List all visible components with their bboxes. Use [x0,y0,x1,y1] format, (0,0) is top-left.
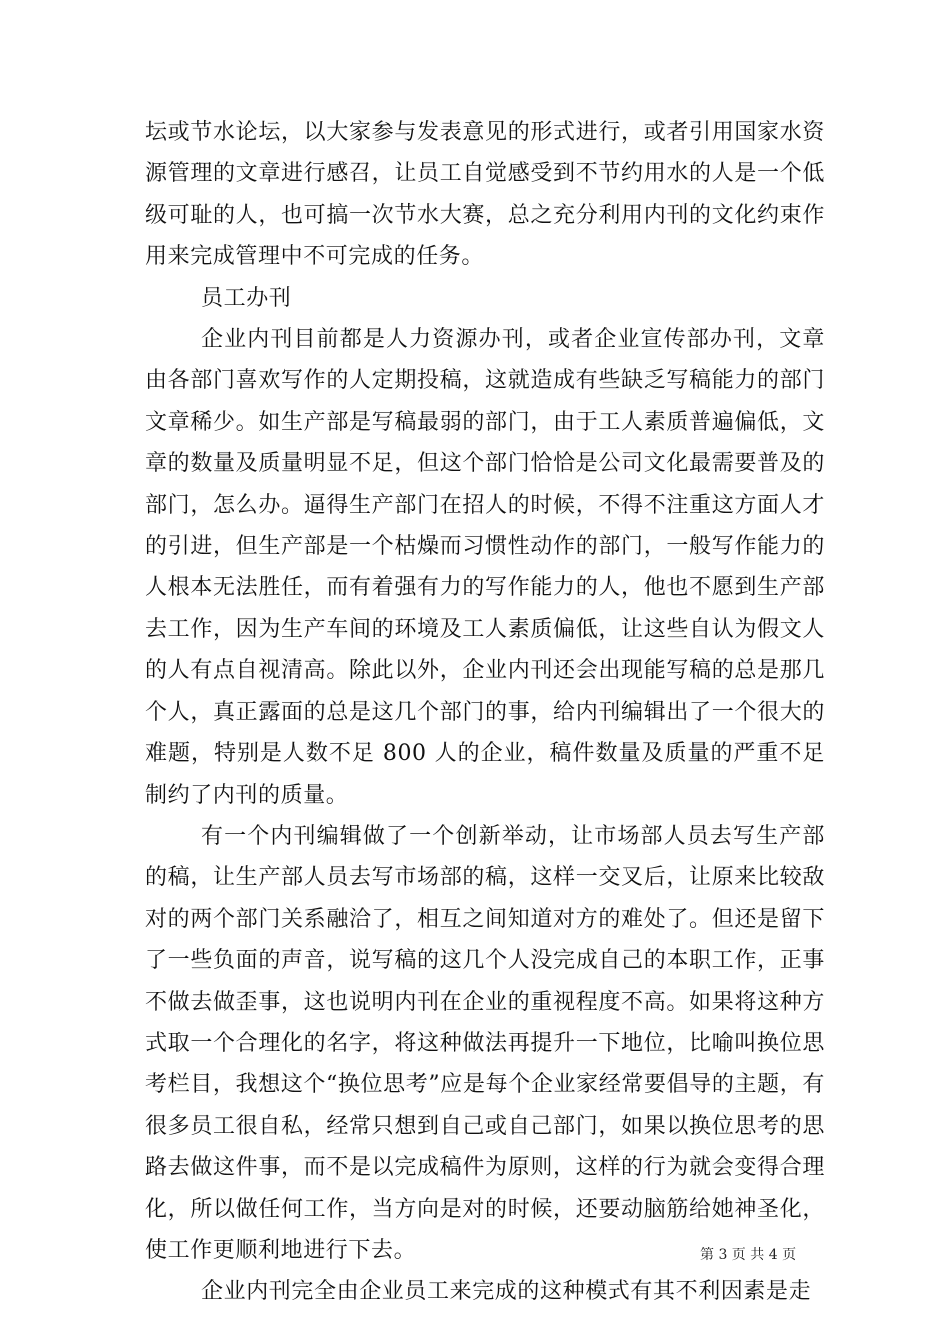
section-heading: 员工办刊 [201,285,292,311]
paragraph: 有一个内刊编辑做了一个创新举动，让市场部人员去写生产部的稿，让生产部人员去写市场部的稿，这样一交叉后，让原来比较敌对的两个部门关系融洽了，相互之间知道对方的难处了。但还是留下了一些负面的声音，说写稿的这几个人没完成自己的本职工作，正事不做去做歪事，这也说明内刊在企业的重视程度不高。如果将这种方式取一个合理化的名字，将这种做法再提升一下地位，比喻叫换位思考栏目，我想这个“换位思考”应是每个企业家经常要倡导的主题，有很多员工很自私，经常只想到自己或自己部门，如果以换位思考的思路去做这件事，而不是以完成稿件为原则，这样的行为就会变得合理化，所以做任何工作，当方向是对的时候，还要动脑筋给她神圣化，使工作更顺利地进行下去。 [145,823,825,1263]
page-number-footer: 第 3 页 共 4 页 [700,1247,797,1263]
paragraph: 企业内刊目前都是人力资源办刊，或者企业宣传部办刊，文章由各部门喜欢写作的人定期投稿，这就造成有些缺乏写稿能力的部门文章稀少。如生产部是写稿最弱的部门，由于工人素质普遍偏低，文章的数量及质量明显不足，但这个部门恰恰是公司文化最需要普及的部门，怎么办。逼得生产部门在招人的时候，不得不注重这方面人才的引进，但生产部是一个枯燥而习惯性动作的部门，一般写作能力的人根本无法胜任，而有着强有力的写作能力的人，他也不愿到生产部去工作，因为生产车间的环境及工人素质偏低，让这些自认为假文人的人有点自视清高。除此以外，企业内刊还会出现能写稿的总是那几个人，真正露面的总是这几个部门的事，给内刊编辑出了一个很大的难题，特别是人数不足 800 人的企业，稿件数量及质量的严重不足制约了内刊的质量。 [145,327,825,808]
paragraph-continuation: 坛或节水论坛，以大家参与发表意见的形式进行，或者引用国家水资源管理的文章进行感召，让员工自觉感受到不节约用水的人是一个低级可耻的人，也可搞一次节水大赛，总之充分利用内刊的文化约束作用来完成管理中不可完成的任务。 [145,120,825,270]
document-body [145,112,825,1313]
paragraph: 企业内刊完全由企业员工来完成的这种模式有其不利因素是走 [201,1279,812,1305]
